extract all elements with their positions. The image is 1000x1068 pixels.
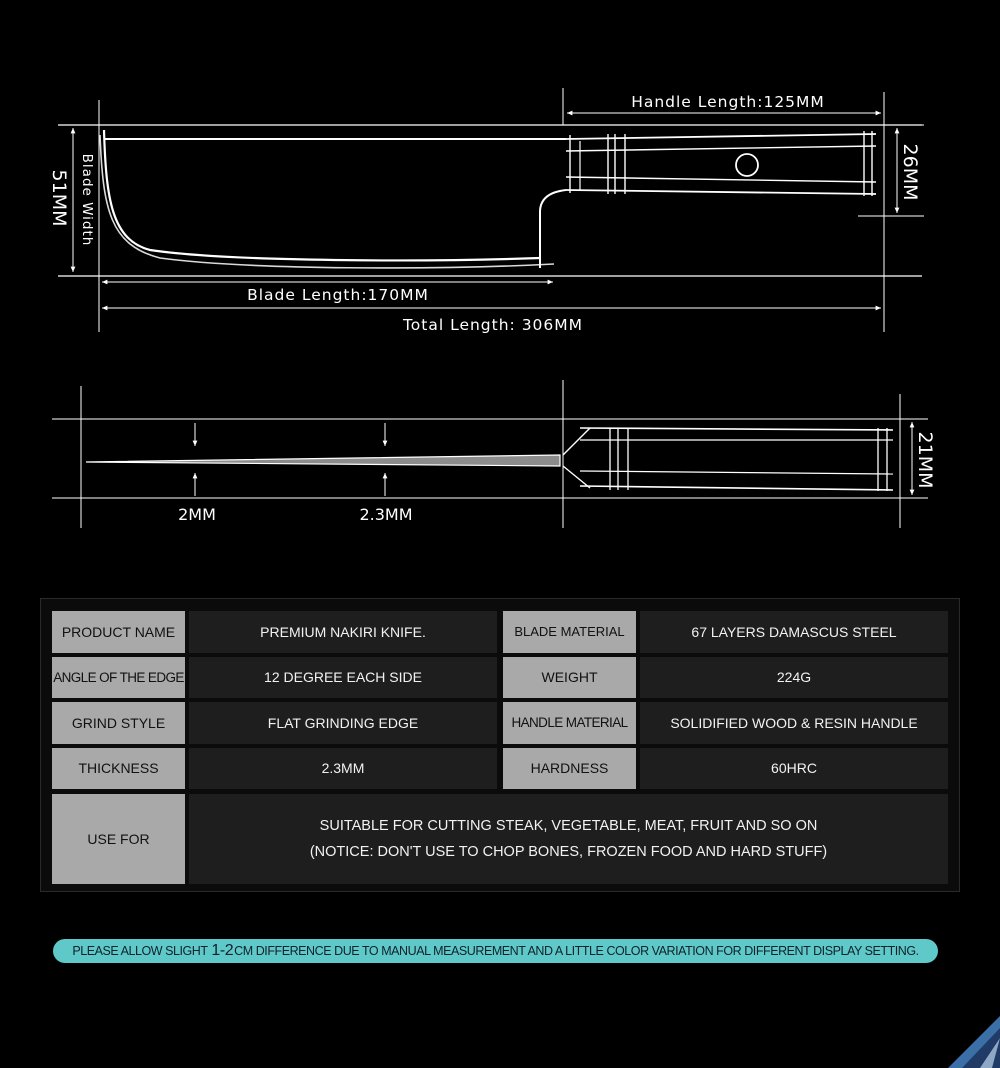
hardness-label: HARDNESS	[503, 748, 636, 789]
blade-edge-line	[100, 135, 554, 268]
notice-text-end: DIFFERENCE DUE TO MANUAL MEASUREMENT AND A LITTLE COLOR VARIATION FOR DIFFERENT DISPLAY SETTING.	[252, 944, 919, 958]
blade-material-value: 67 LAYERS DAMASCUS STEEL	[640, 611, 948, 653]
side-handle-line-1	[563, 428, 590, 455]
use-for-line-1: SUITABLE FOR CUTTING STEAK, VEGETABLE, MEAT, FRUIT AND SO ON	[319, 818, 818, 834]
grind-style-label: GRIND STYLE	[52, 702, 185, 744]
use-for-value	[189, 794, 948, 884]
handle-line-3	[566, 177, 876, 182]
handle-material-label: HANDLE MATERIAL	[503, 702, 636, 744]
blade-outline	[104, 130, 540, 260]
spec-table	[40, 598, 960, 892]
angle-label: ANGLE OF THE EDGE	[52, 657, 185, 698]
thickness-value: 2.3MM	[189, 748, 497, 789]
damascus-corner-image	[940, 1008, 1000, 1068]
tip-thickness-label: 2MM	[178, 505, 216, 524]
handle-thickness-label: 21MM	[914, 431, 936, 489]
handle-length-label: Handle Length:125MM	[631, 93, 825, 111]
product-name-value: PREMIUM NAKIRI KNIFE.	[189, 611, 497, 653]
notice-text-start: PLEASE ALLOW SLIGHT	[72, 944, 211, 958]
blade-width-value: 51MM	[48, 169, 70, 227]
handle-material-value: SOLIDIFIED WOOD & RESIN HANDLE	[640, 702, 948, 744]
use-for-label: USE FOR	[52, 794, 185, 884]
blade-width-label: Blade Width	[79, 153, 95, 247]
side-handle-line-2	[563, 466, 590, 488]
handle-line-4	[566, 190, 876, 194]
blade-length-label: Blade Length:170MM	[247, 286, 429, 304]
hardness-value: 60HRC	[640, 748, 948, 789]
angle-value: 12 DEGREE EACH SIDE	[189, 657, 497, 698]
blade-material-label: BLADE MATERIAL	[503, 611, 636, 653]
grind-style-value: FLAT GRINDING EDGE	[189, 702, 497, 744]
weight-label: WEIGHT	[503, 657, 636, 698]
handle-line-2	[566, 146, 876, 151]
weight-value: 224G	[640, 657, 948, 698]
handle-width-value: 26MM	[899, 143, 921, 201]
handle-rivet	[736, 154, 758, 176]
handle-line-1	[566, 134, 876, 139]
side-handle-line-3	[580, 428, 893, 430]
spine-thickness-label: 2.3MM	[359, 505, 413, 524]
blade-heel	[540, 190, 566, 268]
side-blade-profile	[86, 455, 560, 466]
notice-range: 1-2	[211, 942, 234, 959]
side-handle-line-5	[580, 471, 893, 474]
use-for-line-2: (NOTICE: DON'T USE TO CHOP BONES, FROZEN FOOD AND HARD STUFF)	[309, 844, 828, 860]
product-name-label: PRODUCT NAME	[52, 611, 185, 653]
total-length-label: Total Length: 306MM	[402, 316, 584, 334]
measurement-notice	[53, 939, 938, 963]
notice-unit: CM	[234, 944, 253, 958]
top-view	[58, 88, 924, 332]
thickness-label: THICKNESS	[52, 748, 185, 789]
side-handle-line-6	[580, 486, 893, 490]
